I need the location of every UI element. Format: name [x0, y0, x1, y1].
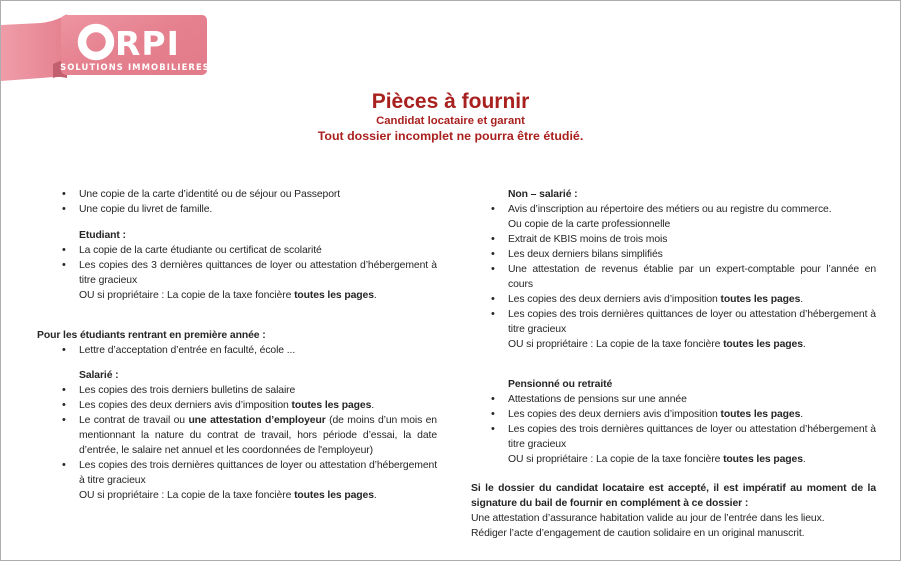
text-segment: Ou copie de la carte professionnelle [508, 219, 671, 230]
text-segment: une attestation d’employeur [188, 415, 326, 426]
text-segment: Une attestation d’assurance habitation valide au jour de l’entrée dans les lieux. [471, 513, 825, 524]
text-segment: Les copies des deux derniers avis d’imposition [508, 409, 721, 420]
requirements-list [471, 202, 876, 352]
requirement-item [79, 243, 437, 258]
text-segment: OU si propriétaire : La copie de la taxe foncière [79, 490, 295, 501]
text-line [79, 258, 437, 288]
text-line [508, 422, 876, 452]
text-segment: : [259, 330, 266, 341]
text-segment: toutes les pages [291, 400, 372, 411]
text-segment: Avis d’inscription au répertoire des métiers ou au registre du commerce. [508, 204, 832, 215]
text-segment: Les copies des deux derniers avis d’imposition [79, 400, 292, 411]
text-line [79, 488, 437, 503]
text-segment: . [371, 400, 375, 411]
text-segment: toutes les pages [720, 409, 801, 420]
requirement-item [79, 458, 437, 503]
text-segment: OU si propriétaire : La copie de la taxe foncière [79, 290, 295, 301]
text-segment: . [800, 294, 804, 305]
text-segment: Lettre d’acceptation d’entrée en faculté, école ... [79, 345, 296, 356]
left-column [37, 187, 437, 503]
requirements-list [37, 243, 437, 303]
requirement-item [508, 307, 876, 352]
spacer [37, 358, 437, 368]
text-segment: . [373, 290, 377, 301]
incomplete-warning: Tout dossier incomplet ne pourra être étudié. [317, 129, 584, 143]
requirements-list [471, 392, 876, 467]
text-segment: toutes les pages [294, 490, 374, 501]
text-segment: Les copies des trois derniers bulletins de salaire [79, 385, 296, 396]
requirement-item [79, 383, 437, 398]
requirement-item [508, 262, 876, 292]
requirement-item [79, 398, 437, 413]
text-segment: Les deux derniers bilans simplifiés [508, 249, 663, 260]
requirement-item [508, 292, 876, 307]
text-segment: Pensionné ou retraité [508, 379, 613, 390]
page-title: Pièces à fournir [371, 90, 530, 113]
text-segment: Les copies des 3 dernières quittances de loyer ou attestation d’hébergement à titre gracieux [79, 260, 437, 286]
document-header [1, 89, 900, 144]
text-segment: Les copies des trois dernières quittances de loyer ou attestation d’hébergement à titre gracieux [508, 424, 876, 450]
orpi-logo-graphic [1, 6, 213, 88]
text-segment: toutes les pages [723, 454, 803, 465]
text-segment: Les copies des trois dernières quittances de loyer ou attestation d’hébergement à titre gracieux [508, 309, 876, 335]
requirement-item [79, 258, 437, 303]
text-segment: Si le dossier du candidat locataire est accepté, il est impératif au moment de la signature du bail de fournir en complément à ce dossier : [471, 483, 876, 509]
text-line [508, 232, 876, 247]
text-line [508, 292, 876, 307]
text-segment: Le contrat de travail ou [79, 415, 189, 426]
requirement-item [508, 422, 876, 467]
page-subtitle: Candidat locataire et garant [376, 115, 525, 127]
text-segment: Les copies des deux derniers avis d’imposition [508, 294, 721, 305]
text-segment: La copie de la carte étudiante ou certificat de scolarité [79, 245, 322, 256]
requirement-item [508, 232, 876, 247]
text-line [79, 458, 437, 488]
requirements-list [37, 383, 437, 503]
requirement-item [79, 343, 437, 358]
requirement-item [508, 202, 876, 232]
text-line [471, 481, 876, 511]
text-line [79, 398, 437, 413]
text-line [79, 383, 437, 398]
text-segment: Une attestation de revenus établie par un expert-comptable pour l’année en cours [508, 264, 876, 290]
requirement-item [79, 413, 437, 458]
footer-note [471, 481, 876, 541]
section-heading [79, 228, 437, 243]
text-segment: toutes les pages [294, 290, 374, 301]
text-segment: Pour les étudiants rentrant en première année [37, 330, 260, 341]
text-segment: Salarié : [79, 370, 119, 381]
requirement-item [79, 187, 437, 202]
text-segment: . [802, 454, 806, 465]
text-line [508, 452, 876, 467]
text-segment: toutes les pages [720, 294, 801, 305]
text-line [471, 526, 876, 541]
text-line [79, 202, 437, 217]
text-line [508, 247, 876, 262]
text-segment: OU si propriétaire : La copie de la taxe foncière [508, 339, 724, 350]
text-line [79, 343, 437, 358]
spacer [471, 467, 876, 481]
text-segment: Non – salarié : [508, 189, 578, 200]
spacer [471, 352, 876, 377]
text-segment: toutes les pages [723, 339, 803, 350]
requirement-item [508, 392, 876, 407]
text-segment: Etudiant : [79, 230, 126, 241]
text-line [508, 262, 876, 292]
requirements-list [37, 343, 437, 358]
section-heading [508, 377, 876, 392]
text-line [79, 243, 437, 258]
logo-rpi: RPI [115, 24, 180, 63]
orpi-logo [1, 6, 213, 88]
text-line [79, 413, 437, 458]
section-heading [37, 328, 437, 343]
text-segment: OU si propriétaire : La copie de la taxe foncière [508, 454, 724, 465]
logo-tagline: SOLUTIONS IMMOBILIERES [60, 62, 210, 72]
text-segment: Attestations de pensions sur une année [508, 394, 687, 405]
spacer [37, 217, 437, 228]
text-segment: (de moins d’un mois en mentionnant la nature du contrat de travail, hors période d’essai, la date d’entrée, le salaire net annuel et les coordonnées de l'employeur) [79, 415, 437, 456]
text-line [471, 511, 876, 526]
text-segment: . [802, 339, 806, 350]
text-segment: . [373, 490, 377, 501]
requirement-item [508, 247, 876, 262]
text-segment: Une copie de la carte d’identité ou de séjour ou Passeport [79, 189, 341, 200]
text-segment: Une copie du livret de famille. [79, 204, 213, 215]
section-heading [508, 187, 876, 202]
text-line [508, 337, 876, 352]
text-segment: Extrait de KBIS moins de trois mois [508, 234, 668, 245]
right-column [471, 187, 876, 541]
text-line [508, 202, 876, 217]
text-line [508, 407, 876, 422]
text-line [508, 217, 876, 232]
text-line [508, 307, 876, 337]
text-segment: Rédiger l’acte d’engagement de caution solidaire en un original manuscrit. [471, 528, 805, 539]
text-segment: Les copies des trois dernières quittances de loyer ou attestation d’hébergement à titre gracieux [79, 460, 437, 486]
requirement-item [79, 202, 437, 217]
requirement-item [508, 407, 876, 422]
spacer [37, 303, 437, 328]
text-line [79, 187, 437, 202]
text-line [79, 288, 437, 303]
section-heading [79, 368, 437, 383]
text-line [508, 392, 876, 407]
requirements-list [37, 187, 437, 217]
text-segment: . [800, 409, 804, 420]
